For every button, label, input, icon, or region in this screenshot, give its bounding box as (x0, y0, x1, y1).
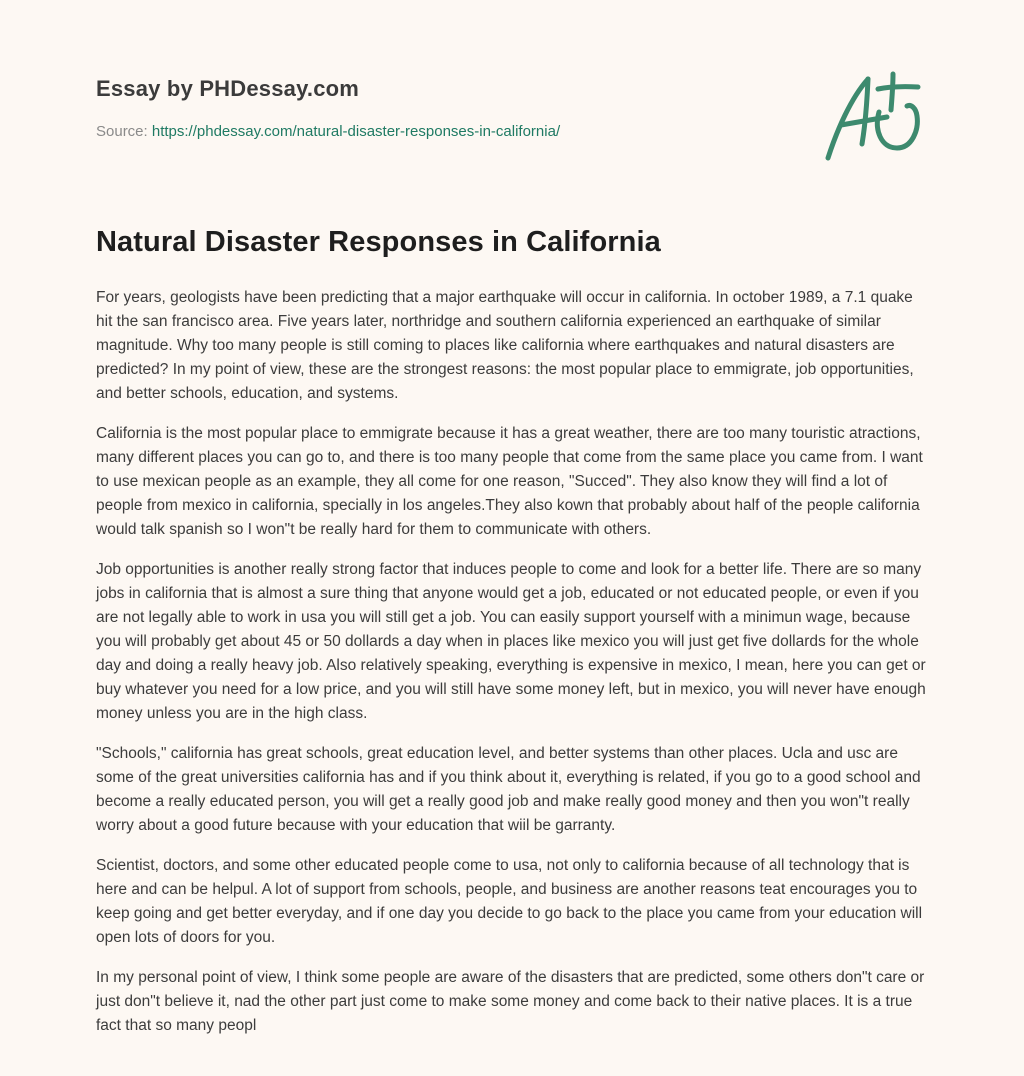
essay-title: Natural Disaster Responses in California (96, 226, 661, 258)
site-brand[interactable]: Essay by PHDessay.com (96, 76, 360, 101)
essay-paragraph: For years, geologists have been predicting that a major earthquake will occur in california. In october 1989, a 7.1 quake hit the san francisco area. Five years later, northridge and southern california experienced an earthquake of similar magnitude. Why too many people is still coming to places like california where earthquakes and natural disasters are predicted? In my point of view, these are the strongest reasons: the most popular place to emmigrate, job opportunities, and better schools, education, and systems. (96, 289, 914, 402)
essay-paragraph: California is the most popular place to emmigrate because it has a great weather, there are too many touristic atractions, many different places you can go to, and there is too many people that come from the same place you came from. I want to use mexican people as an example, they all come for one reason, "Succed". They also know they will find a lot of people from mexico in california, specially in los angeles.They also kown that probably about half of the people california would talk spanish so I won"t be really hard for them to communicate with others. (96, 425, 923, 538)
source-line (96, 123, 560, 140)
essay-paragraph: Scientist, doctors, and some other educated people come to usa, not only to california because of all technology that is here and can be helpul. A lot of support from schools, people, and business are another reasons teat encourages you to keep going and get better everyday, and if one day you decide to go back to the place you came from your education will open lots of doors for you. (96, 857, 923, 946)
source-label: Source: (96, 123, 148, 140)
essay-paragraph: In my personal point of view, I think some people are aware of the disasters that are predicted, some others don"t care or just don"t believe it, nad the other part just come to make some money and come back to their native places. It is a true fact that so many peopl (96, 969, 925, 1034)
source-link[interactable]: https://phdessay.com/natural-disaster-responses-in-california/ (151, 123, 561, 140)
essay-paragraph: Job opportunities is another really strong factor that induces people to come and look for a better life. There are so many jobs in california that is almost a sure thing that anyone would get a job, educated or not educated people, or even if you are not legally able to work in usa you will still get a job. You can easily support yourself with a minimun wage, because you will probably get about 45 or 50 dollards a day when in places like mexico you will just get five dollards for the whole day and doing a really heavy job. Also relatively speaking, everything is expensive in mexico, I mean, here you can get or buy whatever you need for a low price, and you will still have some money left, but in mexico, you will never have enough money unless you are in the high class. (96, 561, 926, 722)
essay-paragraph: "Schools," california has great schools, great education level, and better systems than other places. Ucla and usc are some of the great universities california has and if you think about it, everything is related, if you go to a good school and become a really educated person, you will get a really good job and make really good money and then you won"t really worry about a good future because with your education that wiil be garranty. (96, 745, 921, 834)
essay-body (96, 286, 930, 1054)
a-plus-logo-icon (821, 68, 931, 164)
